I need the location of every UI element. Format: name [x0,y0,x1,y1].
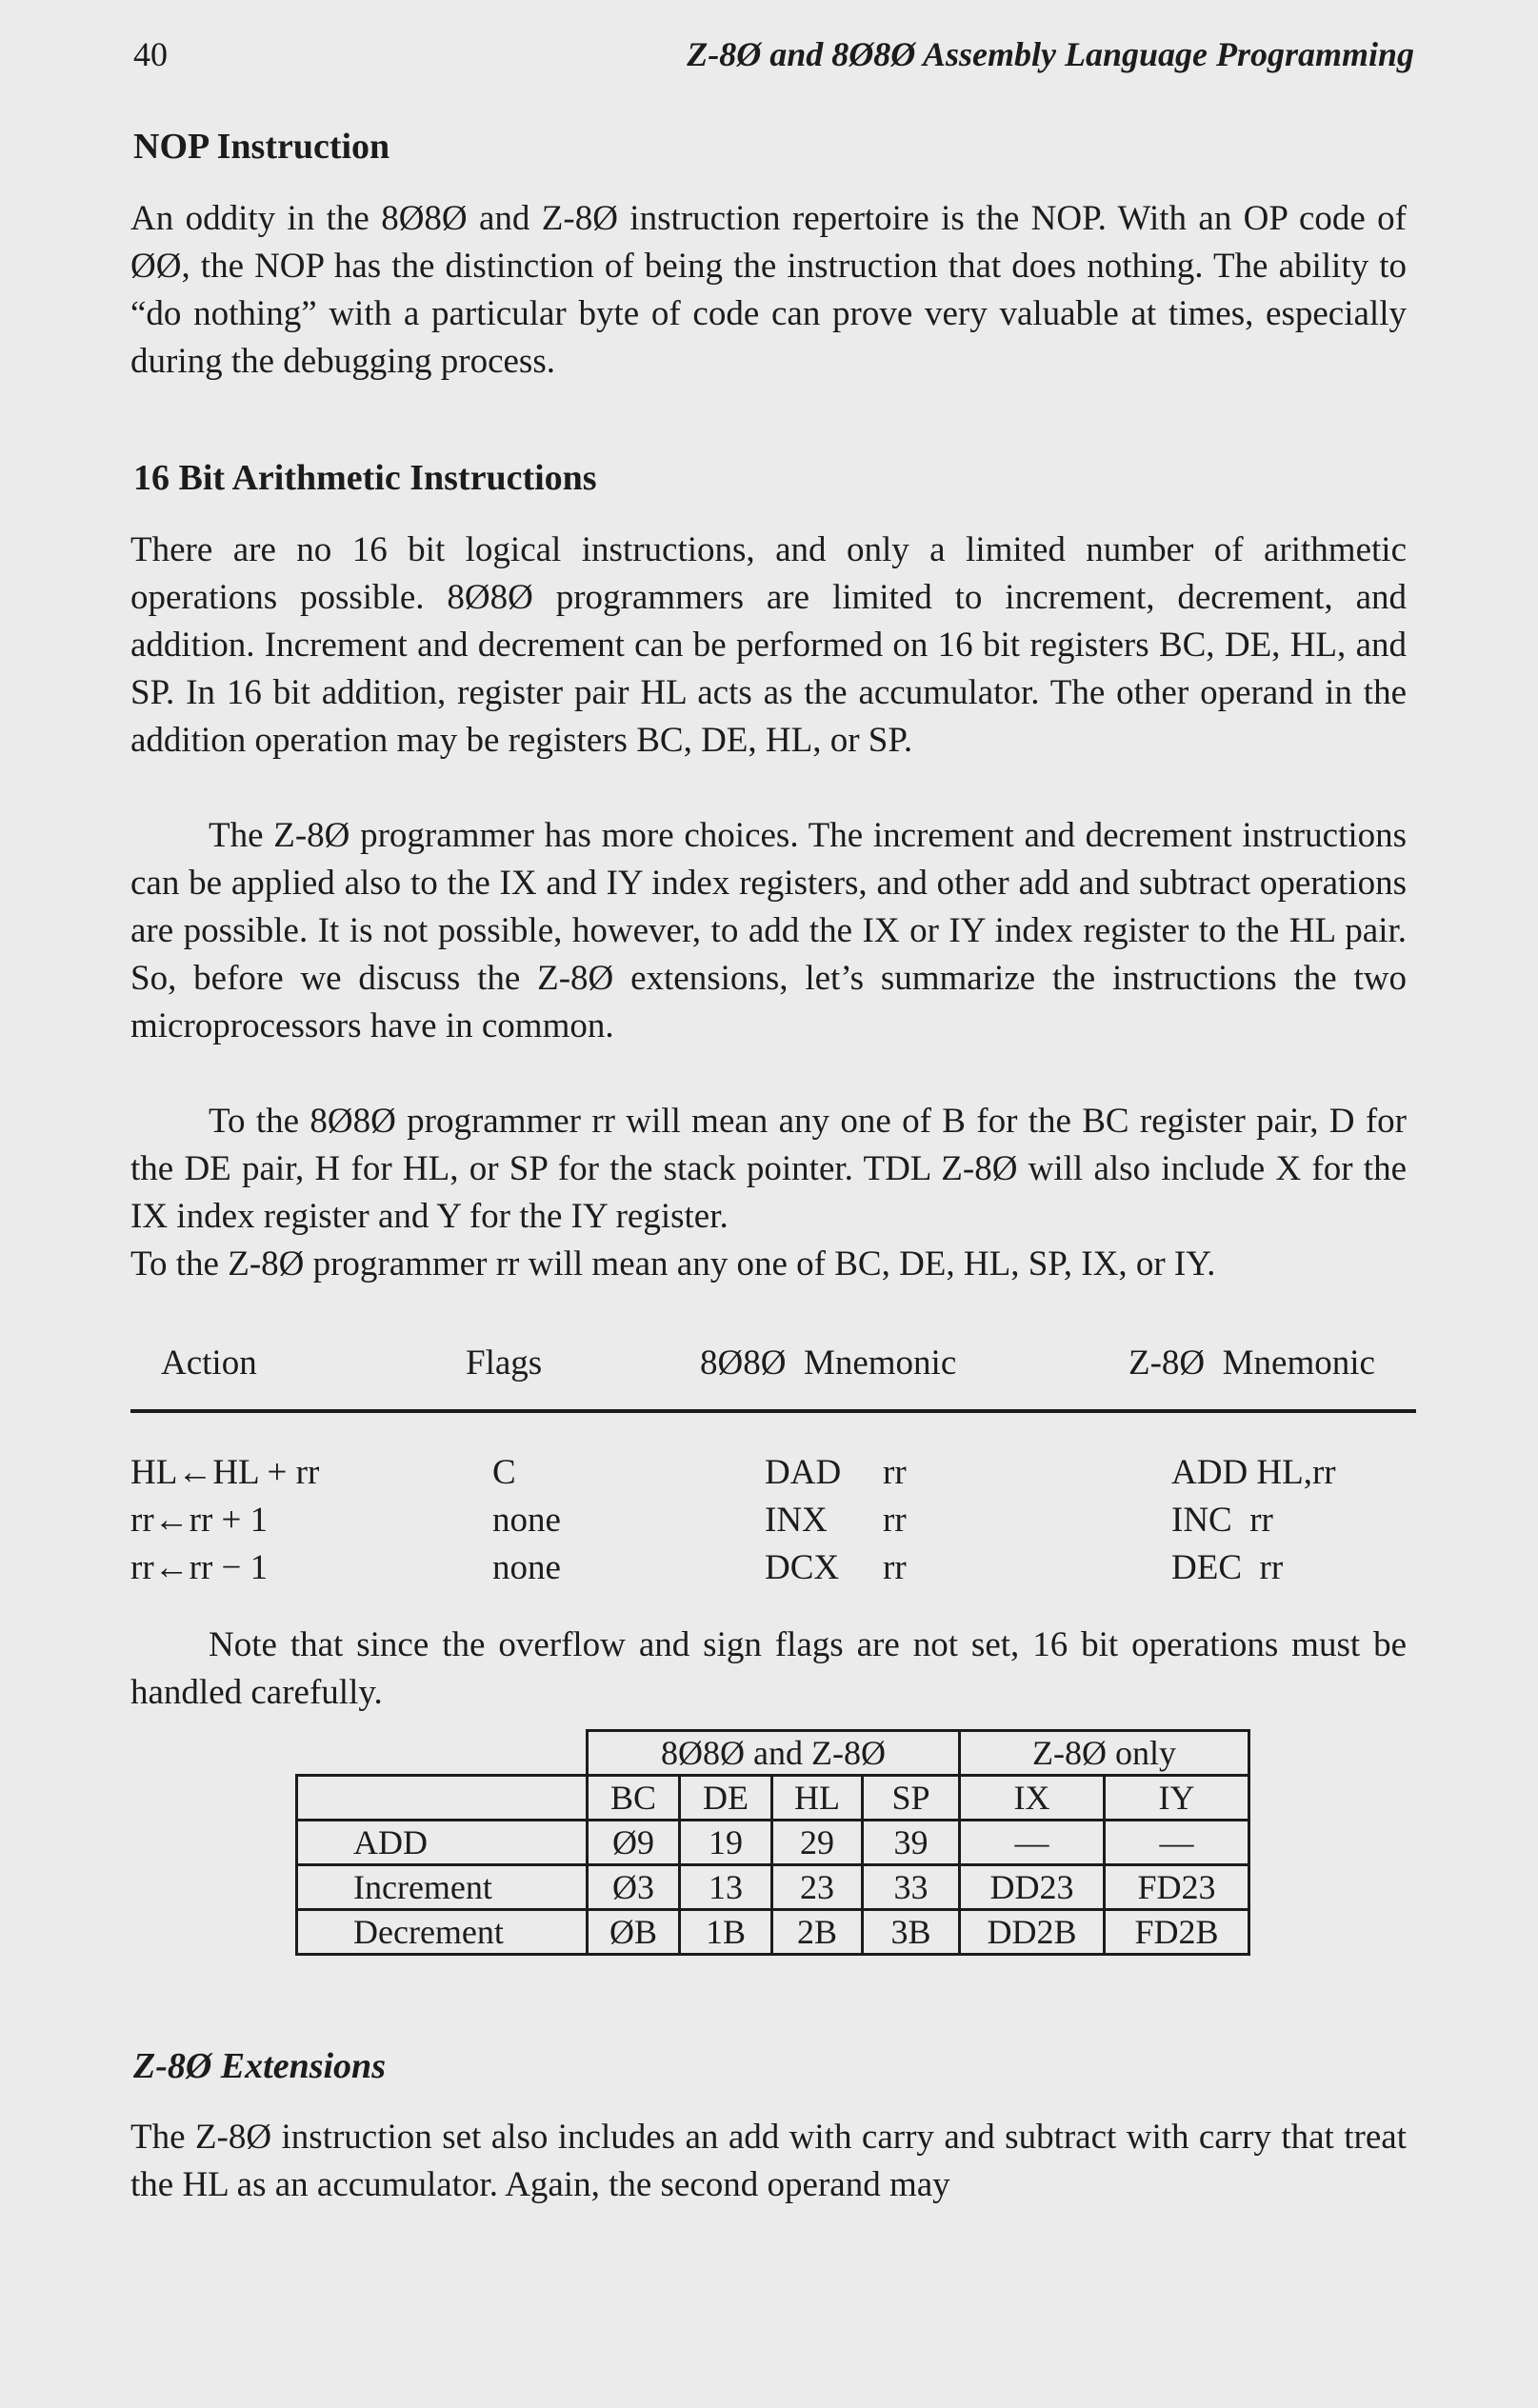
arith-note: Note that since the overflow and sign flags are not set, 16 bit operations must be handled carefully. [130,1625,1407,1712]
group-header-8080-z80: 8Ø8Ø and Z-8Ø [588,1731,960,1776]
col-header-bc: BC [588,1776,680,1821]
opcode-cell: DD2B [960,1910,1105,1955]
arith-paragraph-1: There are no 16 bit logical instructions, and only a limited number of arithmetic operations possible. 8Ø8Ø programmers are limited to increment, decrement, and addition. Increment and decrement can be performed on 16 bit registers BC, DE, HL, and SP. In 16 bit addition, register pair HL acts as the accumulator. The other operand in the addition operation may be registers BC, DE, HL, or SP. [130,530,1407,760]
col-header-de: DE [680,1776,772,1821]
arith-paragraph-2: The Z-8Ø programmer has more choices. The increment and decrement instructions can be applied also to the IX and IY index registers, and other add and subtract operations are possible. It is not possible, however, to add the IX or IY index register to the HL pair. So, before we discuss the Z-8Ø extensions, let’s summarize the instructions the two microprocessors have in common. [130,816,1407,1045]
table-cell-z80: DEC rr [1171,1548,1284,1587]
table-cell-8080-operand: rr [883,1548,907,1587]
col-header-hl: HL [772,1776,863,1821]
opcode-cell: 3B [863,1910,960,1955]
group-header-z80-only: Z-8Ø only [960,1731,1249,1776]
opcode-cell: 2B [772,1910,863,1955]
opcode-cell: — [1105,1821,1249,1865]
col-header-action: Action [161,1343,257,1383]
opcode-cell: FD23 [1105,1865,1249,1910]
opcode-cell: 19 [680,1821,772,1865]
opcode-cell: 29 [772,1821,863,1865]
opcode-cell: FD2B [1105,1910,1249,1955]
opcode-cell: ØB [588,1910,680,1955]
page-header [133,34,1414,82]
arith-paragraph-3: To the 8Ø8Ø programmer rr will mean any one of B for the BC register pair, D for the DE pair, H for HL, or SP for the stack pointer. TDL Z-8Ø will also include X for the IX index register and Y for the IY register. [130,1102,1407,1236]
row-label-increment: Increment [297,1865,588,1910]
table-rule [130,1409,1416,1413]
table-cell-z80: ADD HL,rr [1171,1453,1336,1492]
table-cell-action: HL←HL + rr [130,1453,320,1492]
page-number: 40 [133,35,168,73]
opcode-cell: — [960,1821,1105,1865]
opcode-cell: Ø3 [588,1865,680,1910]
table-corner [297,1731,588,1776]
col-header-sp: SP [863,1776,960,1821]
col-header-8080-mnemonic: 8Ø8Ø Mnemonic [700,1343,957,1383]
table-cell-8080-op: DCX [765,1548,840,1587]
table-cell-action: rr←rr − 1 [130,1548,269,1587]
opcode-table [295,1729,1250,1956]
row-label-decrement: Decrement [297,1910,588,1955]
opcode-cell: 39 [863,1821,960,1865]
opcode-cell: 33 [863,1865,960,1910]
ext-heading: Z-8Ø Extensions [133,2046,386,2086]
table-cell-flags: none [492,1501,561,1540]
col-header-iy: IY [1105,1776,1249,1821]
arith-paragraph-4: To the Z-8Ø programmer rr will mean any one of BC, DE, HL, SP, IX, or IY. [130,1244,1216,1284]
table-cell-8080-operand: rr [883,1501,907,1540]
table-cell-action: rr←rr + 1 [130,1501,269,1540]
opcode-cell: Ø9 [588,1821,680,1865]
nop-paragraph: An oddity in the 8Ø8Ø and Z-8Ø instruction repertoire is the NOP. With an OP code of ØØ, the NOP has the distinction of being the instruction that does nothing. The ability to “do nothing” with a particular byte of code can prove very valuable at times, especially during the debugging process. [130,199,1407,381]
opcode-cell: 1B [680,1910,772,1955]
table-cell-8080-op: DAD [765,1453,842,1492]
col-header-z80-mnemonic: Z-8Ø Mnemonic [1129,1343,1375,1383]
table-cell-flags: none [492,1548,561,1587]
ext-paragraph: The Z-8Ø instruction set also includes an add with carry and subtract with carry that treat the HL as an accumulator. Again, the second operand may [130,2118,1407,2204]
table-cell-8080-operand: rr [883,1453,907,1492]
col-header-ix: IX [960,1776,1105,1821]
opcode-cell: 23 [772,1865,863,1910]
opcode-cell: 13 [680,1865,772,1910]
table-cell-z80: INC rr [1171,1501,1273,1540]
nop-heading: NOP Instruction [133,127,390,167]
running-title: Z-8Ø and 8Ø8Ø Assembly Language Programming [687,35,1414,73]
table-cell-8080-op: INX [765,1501,828,1540]
opcode-cell: DD23 [960,1865,1105,1910]
col-header-flags: Flags [466,1343,543,1383]
arith-heading: 16 Bit Arithmetic Instructions [133,458,597,498]
table-cell-flags: C [492,1453,516,1492]
row-label-add: ADD [297,1821,588,1865]
row-label-header [297,1776,588,1821]
